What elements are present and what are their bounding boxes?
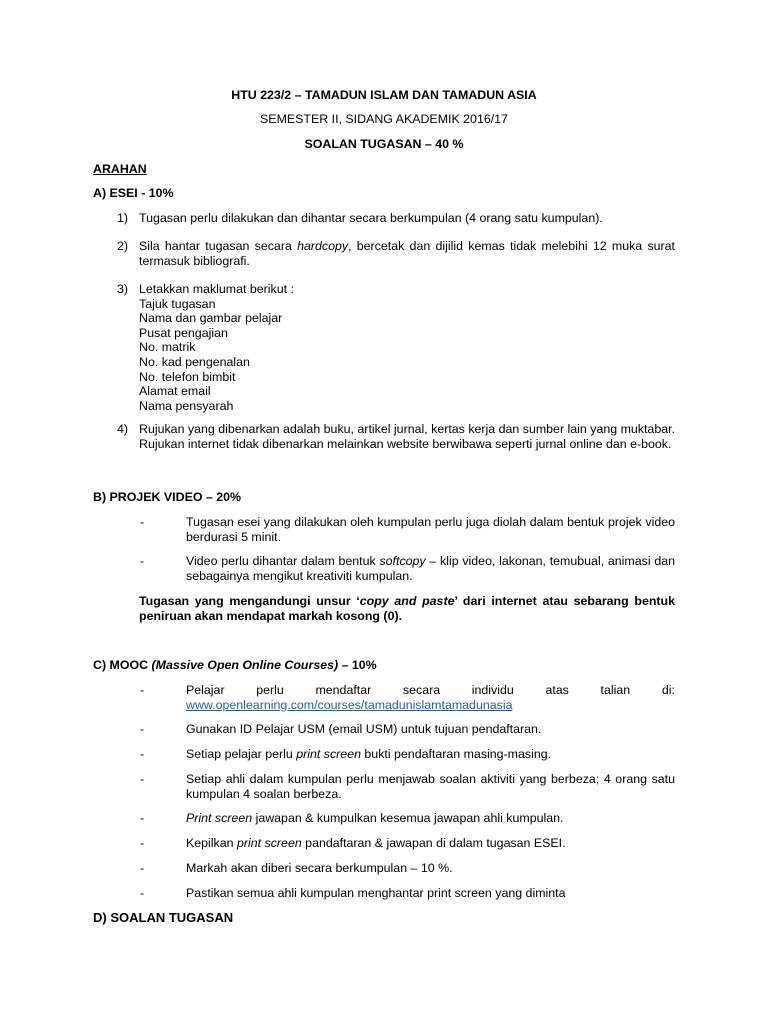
info-field: Alamat email [139,384,211,399]
hardcopy-emphasis: hardcopy [297,239,349,253]
section-a-heading: A) ESEI - 10% [93,186,174,200]
bullet-dash: - [140,886,145,900]
section-a-item-2: Sila hantar tugasan secara hardcopy, bercetak dan dijilid kemas tidak melebihi 12 muka surat termasuk bibliografi. [139,239,675,268]
bullet-dash: - [140,683,145,697]
copy-paste-emphasis: copy and paste [359,594,455,608]
info-intro: Letakkan maklumat berikut : [139,282,294,296]
plagiarism-warning: Tugasan yang mengandungi unsur ‘copy and paste’ dari internet atau sebarang bentuk peniruan akan mendapat markah kosong (0). [139,594,675,623]
section-b-heading: B) PROJEK VIDEO – 20% [93,490,242,504]
bullet-dash: - [140,515,145,529]
item-number: 3) [117,282,129,296]
registration-sentence: Pelajar perlu mendaftar secara individu atas talian di: [186,683,675,697]
bullet-dash: - [140,772,145,786]
bullet-dash: - [140,861,145,875]
mooc-expansion: (Massive Open Online Courses) [151,658,339,672]
section-c-item-8: Pastikan semua ahli kumpulan menghantar print screen yang diminta [186,886,566,900]
assignment-title: SOALAN TUGASAN – 40 % [304,137,464,151]
info-field: Tajuk tugasan [139,296,216,311]
info-field: No. kad pengenalan [139,354,250,369]
arahan-heading: ARAHAN [93,162,147,176]
bullet-dash: - [140,811,145,825]
section-c-item-7: Markah akan diberi secara berkumpulan – 10 %. [186,861,453,875]
bullet-dash: - [140,554,145,568]
item-number: 2) [117,239,129,253]
course-title: HTU 223/2 – TAMADUN ISLAM DAN TAMADUN ASIA [231,88,537,102]
section-c-item-4: Setiap ahli dalam kumpulan perlu menjawab soalan aktiviti yang berbeza; 4 orang satu kumpulan 4 soalan berbeza. [186,772,675,801]
section-a-item-1: Tugasan perlu dilakukan dan dihantar secara berkumpulan (4 orang satu kumpulan). [139,211,603,225]
section-b-item-1: Tugasan esei yang dilakukan oleh kumpulan perlu juga diolah dalam bentuk projek video berdurasi 5 minit. [186,515,675,544]
openlearning-link[interactable]: www.openlearning.com/courses/tamadunislamtamadunasia [186,697,513,712]
section-c-item-6: Kepilkan print screen pandaftaran & jawapan di dalam tugasan ESEI. [186,836,566,850]
info-field: Nama pensyarah [139,398,234,413]
info-field: Pusat pengajian [139,325,228,340]
softcopy-emphasis: softcopy [379,554,426,568]
section-c-item-5: Print screen jawapan & kumpulkan kesemua jawapan ahli kumpulan. [186,811,564,825]
section-a-item-4: Rujukan yang dibenarkan adalah buku, artikel jurnal, kertas kerja dan sumber lain yang muktabar. Rujukan internet tidak dibenarkan melainkan website berwibawa seperti jurnal online dan e-book. [139,422,675,451]
section-a-item-3 [139,282,675,413]
info-field: No. matrik [139,340,196,355]
section-c-item-3: Setiap pelajar perlu print screen bukti pendaftaran masing-masing. [186,747,552,761]
info-field: No. telefon bimbit [139,369,236,384]
section-c-item-2: Gunakan ID Pelajar USM (email USM) untuk tujuan pendaftaran. [186,722,542,736]
item-number: 1) [117,211,129,225]
bullet-dash: - [140,747,145,761]
bullet-dash: - [140,836,145,850]
section-d-heading: D) SOALAN TUGASAN [93,910,234,925]
item-number: 4) [117,422,129,436]
info-field: Nama dan gambar pelajar [139,311,283,326]
section-c-item-1 [186,683,675,712]
section-c-heading: C) MOOC (Massive Open Online Courses) – 10% [93,658,377,672]
section-b-item-2: Video perlu dihantar dalam bentuk softcopy – klip video, lakonan, temubual, animasi dan sebagainya mengikut kreativiti kumpulan. [186,554,675,583]
bullet-dash: - [140,722,145,736]
semester-line: SEMESTER II, SIDANG AKADEMIK 2016/17 [260,112,508,126]
